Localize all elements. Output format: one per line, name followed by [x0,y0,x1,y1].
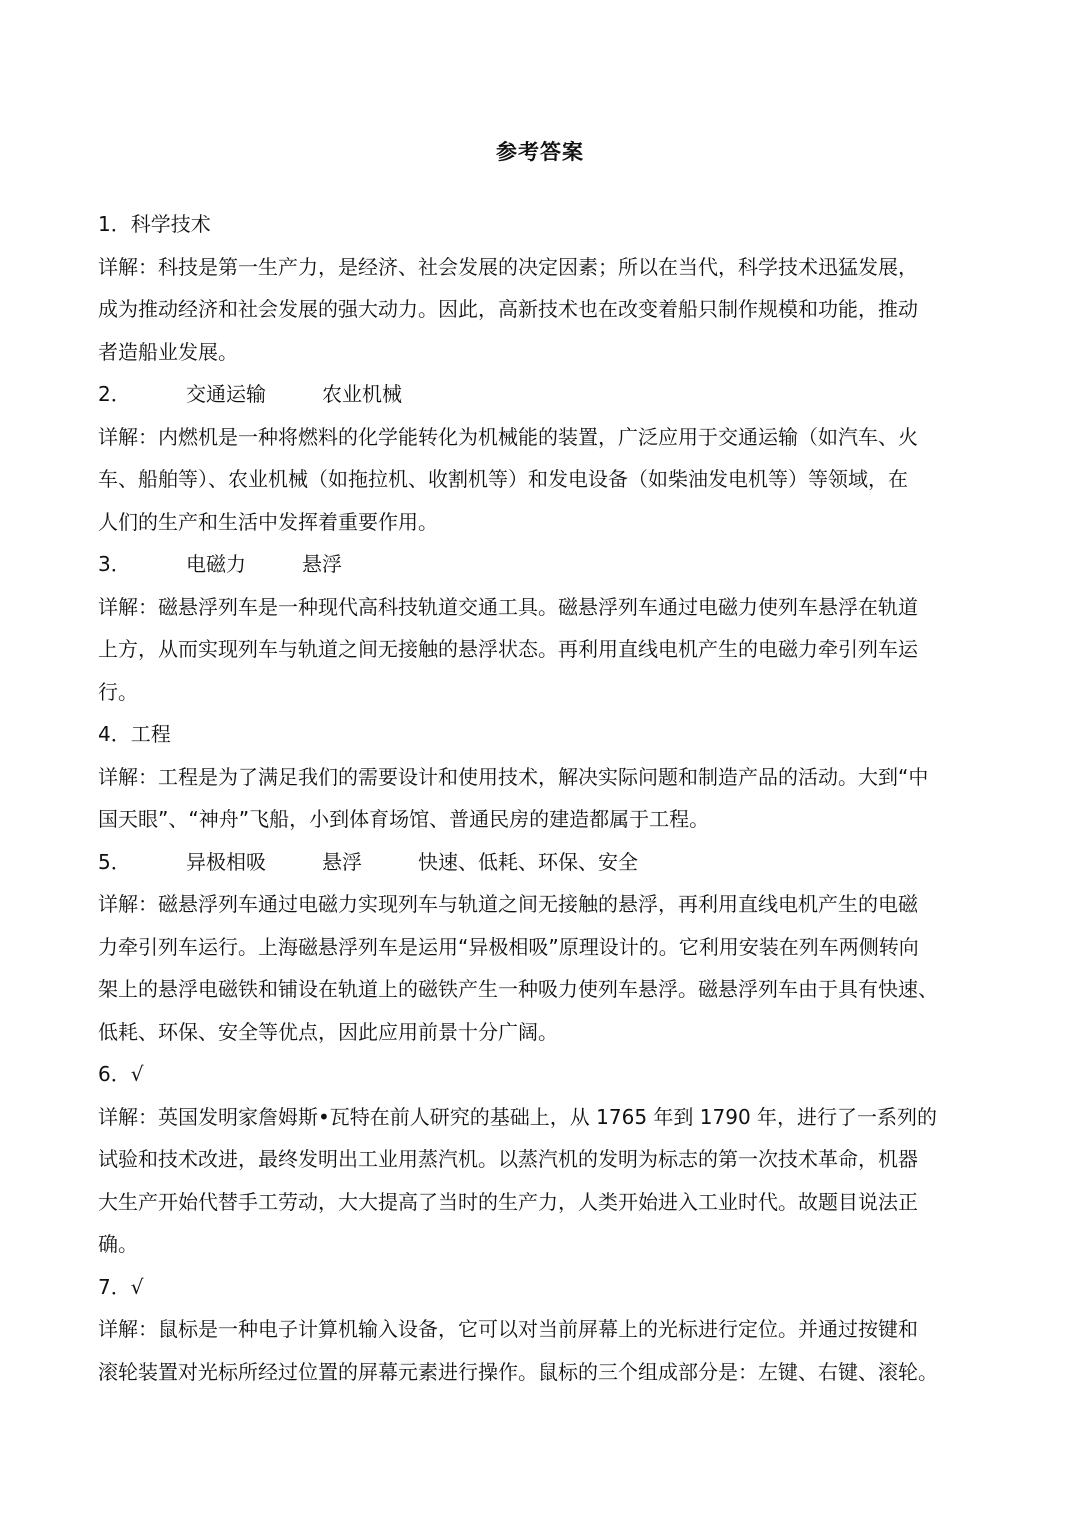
detail-line: 详解：磁悬浮列车是一种现代高科技轨道交通工具。磁悬浮列车通过电磁力使列车悬浮在轨道 [98,594,918,619]
answer-number: 2． [98,382,131,406]
answer-value: 异极相吸 [186,849,266,874]
page-title: 参考答案 [496,140,584,164]
answer-value: 工程 [130,722,171,746]
answer-number: 3． [98,552,131,576]
answer-list [98,203,988,1393]
detail-line: 架上的悬浮电磁铁和铺设在轨道上的磁铁产生一种吸力使列车悬浮。磁悬浮列车由于具有快速、 [98,977,938,1001]
answer-6-line [98,1053,988,1096]
detail-line: 行。 [98,679,138,704]
answer-5-line [98,841,988,884]
detail-line: 国天眼”、“神舟”飞船，小到体育场馆、普通民房的建造都属于工程。 [98,807,710,831]
detail-line: 详解：内燃机是一种将燃料的化学能转化为机械能的装置，广泛应用于交通运输（如汽车、火 [98,424,918,449]
answer-value: √ [130,1062,144,1086]
answer-value: 电磁力 [186,552,246,576]
answer-1-line [98,203,988,246]
detail-line: 上方，从而实现列车与轨道之间无接触的悬浮状态。再利用直线电机产生的电磁力牵引列车运 [98,637,918,661]
answer-value: 农业机械 [322,382,402,406]
detail-line: 详解：科技是第一生产力，是经济、社会发展的决定因素；所以在当代，科学技术迅猛发展， [98,254,918,279]
answer-value: 交通运输 [186,382,266,406]
answer-number: 1． [98,212,131,236]
detail-line: 人们的生产和生活中发挥着重要作用。 [98,509,438,534]
answer-number: 6． [98,1062,131,1086]
answer-value: 快速、低耗、环保、安全 [418,849,638,874]
answer-7-line [98,1266,988,1309]
detail-line: 详解：工程是为了满足我们的需要设计和使用技术，解决实际问题和制造产品的活动。大到“中 [98,764,929,789]
answer-2-line [98,373,988,416]
detail-line: 滚轮装置对光标所经过位置的屏幕元素进行操作。鼠标的三个组成部分是：左键、右键、滚轮。 [98,1359,938,1384]
answer-3-line [98,543,988,586]
answer-4-line [98,713,988,756]
answer-value: √ [130,1274,144,1299]
detail-line: 者造船业发展。 [98,339,238,364]
answer-value: 悬浮 [322,849,362,874]
detail-line: 试验和技术改进，最终发明出工业用蒸汽机。以蒸汽机的发明为标志的第一次技术革命，机器 [98,1147,918,1171]
detail-line: 车、船舶等）、农业机械（如拖拉机、收割机等）和发电设备（如柴油发电机等）等领域，在 [98,467,908,491]
detail-line: 详解：鼠标是一种电子计算机输入设备，它可以对当前屏幕上的光标进行定位。并通过按键和 [98,1317,918,1341]
detail-line: 大生产开始代替手工劳动，大大提高了当时的生产力，人类开始进入工业时代。故题目说法正 [98,1189,918,1214]
detail-line: 力牵引列车运行。上海磁悬浮列车是运用“异极相吸”原理设计的。它利用安装在列车两侧转向 [98,934,919,959]
detail-line: 确。 [98,1232,138,1256]
answer-number: 7． [98,1274,131,1299]
answer-number: 5． [98,849,131,874]
answer-number: 4． [98,722,131,746]
detail-line: 详解：英国发明家詹姆斯•瓦特在前人研究的基础上，从 1765 年到 1790 年，进行了一系列的 [98,1104,938,1129]
answer-value: 科学技术 [130,212,211,236]
detail-line: 低耗、环保、安全等优点，因此应用前景十分广阔。 [98,1019,558,1044]
detail-line: 详解：磁悬浮列车通过电磁力实现列车与轨道之间无接触的悬浮，再利用直线电机产生的电磁 [98,892,918,916]
answer-value: 悬浮 [302,552,342,576]
detail-line: 成为推动经济和社会发展的强大动力。因此，高新技术也在改变着船只制作规模和功能，推动 [98,297,918,321]
